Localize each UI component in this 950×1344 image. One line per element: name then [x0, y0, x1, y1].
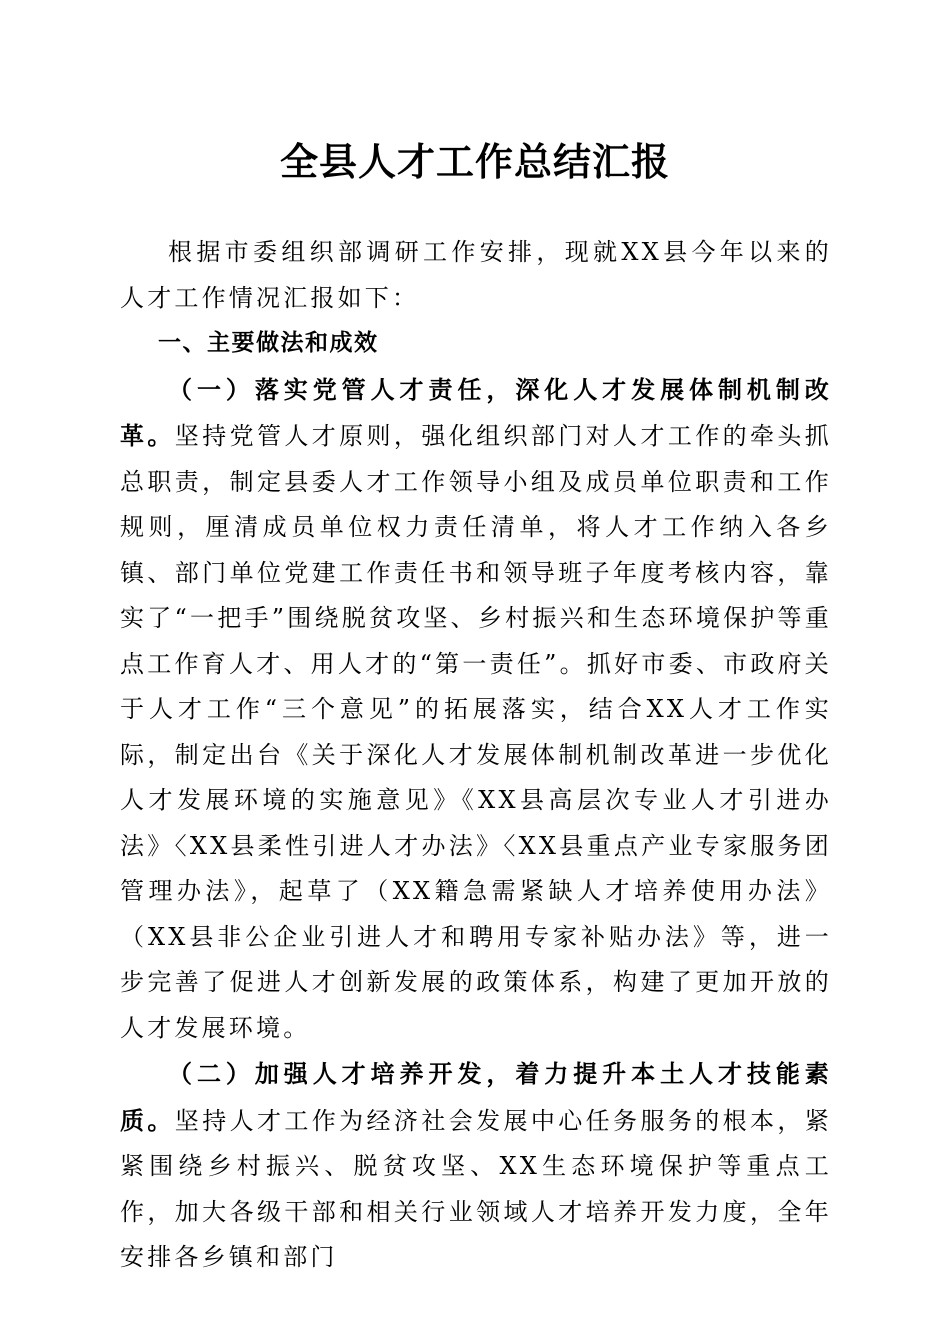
paragraph-item-2	[120, 1051, 832, 1281]
item-2-lead: （二）加强人才培养开发，着力提升本土人才技能素质。	[120, 1059, 832, 1135]
item-1-lead: （一）落实党管人才责任，深化人才发展体制机制改革。	[120, 374, 832, 450]
section-heading: 一、主要做法和成效	[158, 330, 379, 356]
item-2-body: 坚持人才工作为经济社会发展中心任务服务的根本，紧紧围绕乡村振兴、脱贫攻坚、XX生态环境保护等重点工作，加大各级干部和相关行业领域人才培养开发力度，全年安排各乡镇和部门	[120, 1106, 832, 1271]
document-title: 全县人才工作总结汇报	[279, 139, 670, 184]
intro-paragraph: 根据市委组织部调研工作安排，现就XX县今年以来的人才工作情况汇报如下：	[120, 238, 832, 312]
item-1-body: 坚持党管人才原则，强化组织部门对人才工作的牵头抓总职责，制定县委人才工作领导小组及成员单位职责和工作规则，厘清成员单位权力责任清单，将人才工作纳入各乡镇、部门单位党建工作责任书和领导班子年度考核内容，靠实了“一把手”围绕脱贫攻坚、乡村振兴和生态环境保护等重点工作育人才、用人才的“第一责任”。抓好市委、市政府关于人才工作“三个意见”的拓展落实，结合XX人才工作实际，制定出台《关于深化人才发展体制机制改革进一步优化人才发展环境的实施意见》《XX县高层次专业人才引进办法》〈XX县柔性引进人才办法》〈XX县重点产业专家服务团管理办法》，起草了（XX籍急需紧缺人才培养使用办法》（XX县非公企业引进人才和聘用专家补贴办法》等，进一步完善了促进人才创新发展的政策体系，构建了更加开放的人才发展环境。	[120, 422, 832, 1042]
paragraph-item-1	[120, 367, 832, 1052]
document-body	[120, 230, 832, 1281]
